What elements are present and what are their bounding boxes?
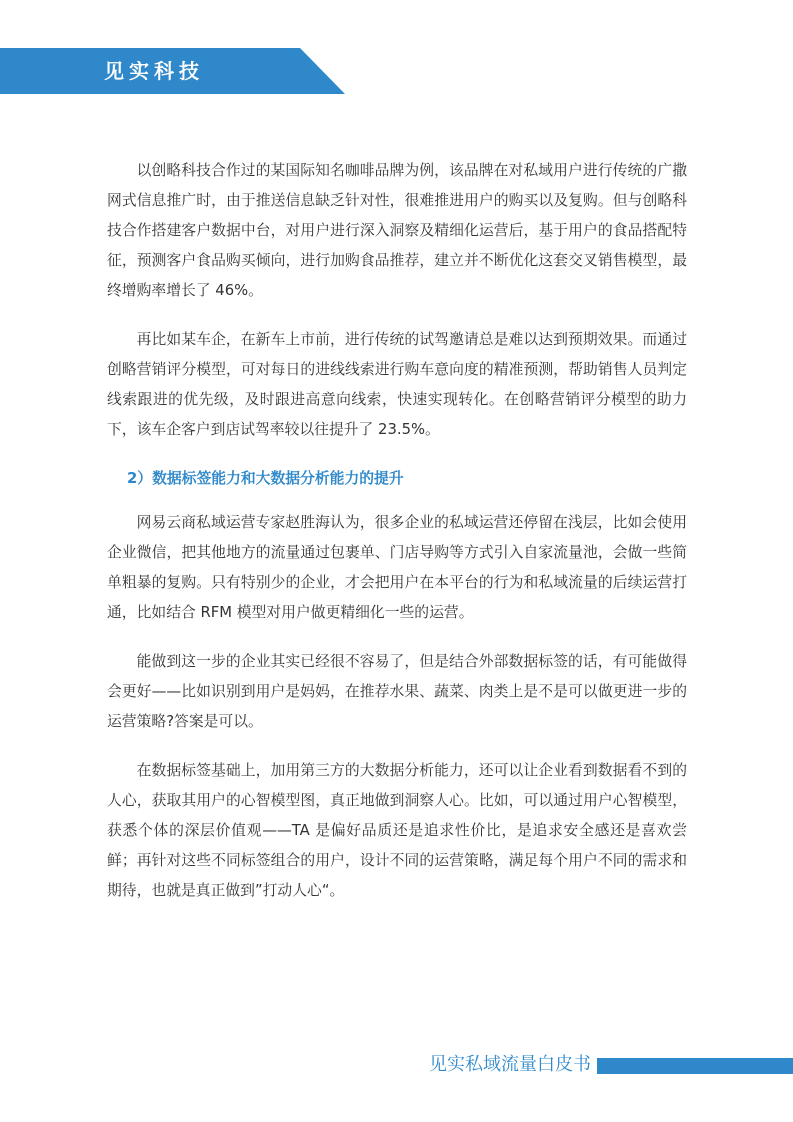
brand-title: 见实科技 bbox=[104, 59, 204, 83]
paragraph-car-case: 再比如某车企，在新车上市前，进行传统的试驾邀请总是难以达到预期效果。而通过创略营销评分模型，可对每日的进线线索进行购车意向度的精准预测，帮助销售人员判定线索跟进的优先级，及时跟进高意向线索，快速实现转化。在创略营销评分模型的助力下，该车企客户到店试驾率较以往提升了 23.5%。 bbox=[107, 331, 687, 438]
paragraph-coffee-case: 以创略科技合作过的某国际知名咖啡品牌为例，该品牌在对私域用户进行传统的广撒网式信息推广时，由于推送信息缺乏针对性，很难推进用户的购买以及复购。但与创略科技合作搭建客户数据中台，对用户进行深入洞察及精细化运营后，基于用户的食品搭配特征，预测客户食品购买倾向，进行加购食品推荐，建立并不断优化这套交叉销售模型，最终增购率增长了 46%。 bbox=[107, 162, 687, 299]
section-heading: 2）数据标签能力和大数据分析能力的提升 bbox=[127, 470, 404, 487]
paragraph-big-data: 在数据标签基础上，加用第三方的大数据分析能力，还可以让企业看到数据看不到的人心，获取其用户的心智模型图，真正地做到洞察人心。比如，可以通过用户心智模型，获悉个体的深层价值观——TA 是偏好品质还是追求性价比，是追求安全感还是喜欢尝鲜；再针对这些不同标签组合的用户，设计不同的运营策略，满足每个用户不同的需求和期待，也就是真正做到”打动人心“。 bbox=[107, 762, 687, 899]
paragraph-private-domain: 网易云商私域运营专家赵胜海认为，很多企业的私域运营还停留在浅层，比如会使用企业微信，把其他地方的流量通过包裹单、门店导购等方式引入自家流量池，会做一些简单粗暴的复购。只有特别少的企业，才会把用户在本平台的行为和私域流量的后续运营打通，比如结合 RFM 模型对用户做更精细化一些的运营。 bbox=[107, 514, 687, 621]
footer-title: 见实私域流量白皮书 bbox=[429, 1054, 591, 1075]
document-body bbox=[107, 156, 687, 925]
paragraph-data-labels: 能做到这一步的企业其实已经很不容易了，但是结合外部数据标签的话，有可能做得会更好——比如识别到用户是妈妈，在推荐水果、蔬菜、肉类上是不是可以做更进一步的运营策略?答案是可以。 bbox=[107, 653, 687, 730]
footer-bar bbox=[597, 1058, 793, 1074]
